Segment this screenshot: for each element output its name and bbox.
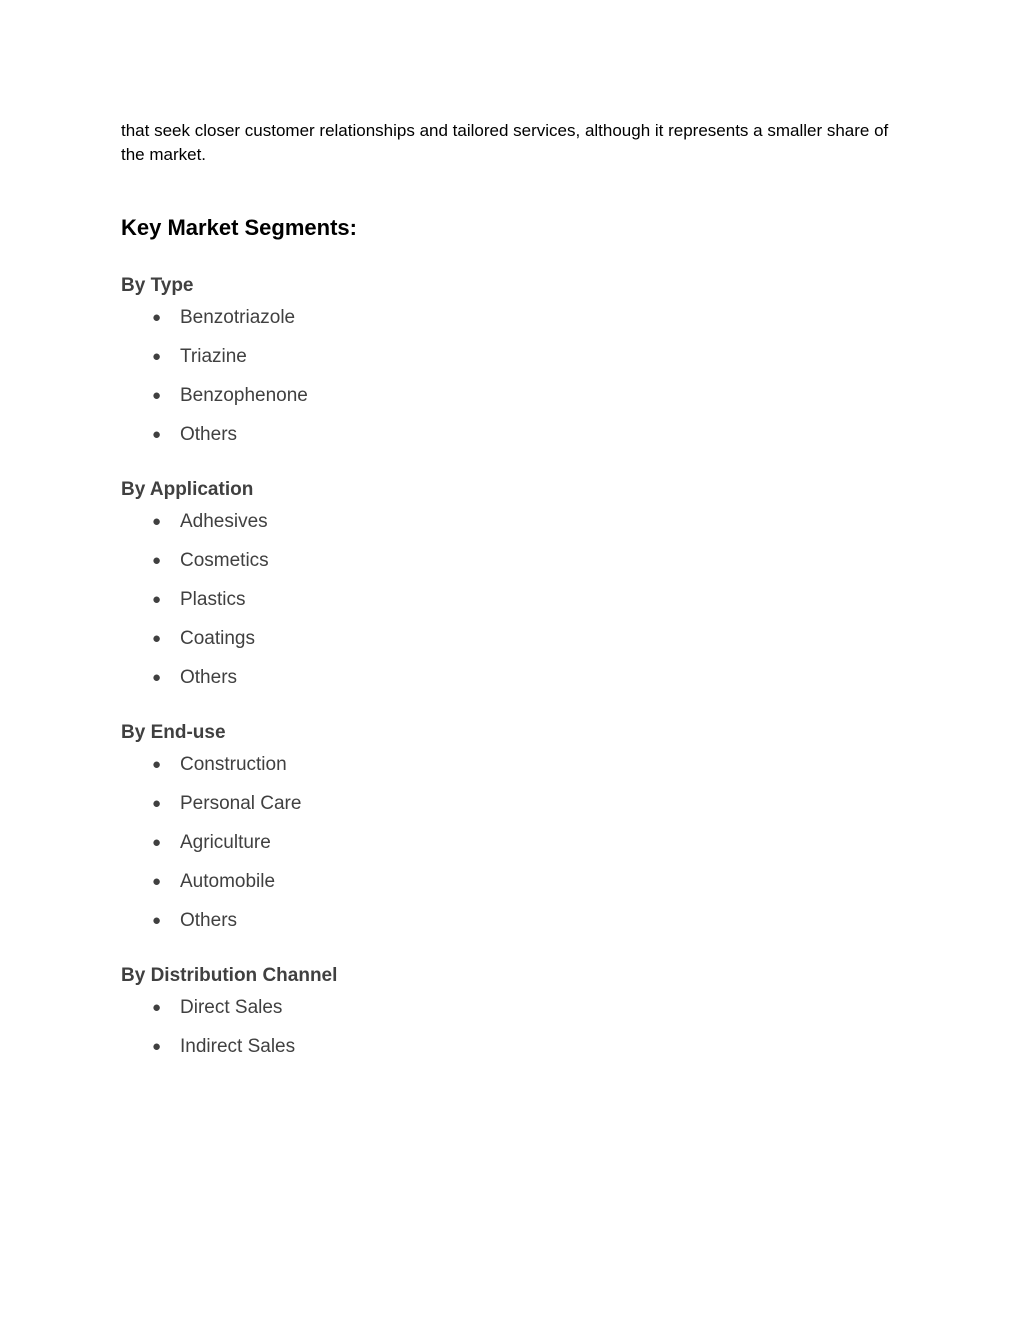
segment-list [121,306,901,462]
bullet-icon: ● [152,309,162,326]
list-item-label: Benzophenone [180,385,308,406]
list-item-label: Plastics [180,589,246,610]
bullet-icon: ● [152,387,162,404]
segment-list [121,510,901,705]
bullet-icon: ● [152,834,162,851]
list-item-label: Adhesives [180,511,268,532]
bullet-icon: ● [152,552,162,569]
bullet-icon: ● [152,348,162,365]
bullet-icon: ● [152,999,162,1016]
list-item-label: Others [180,910,238,931]
list-item-label: Agriculture [180,832,271,853]
bullet-icon: ● [152,795,162,812]
list-item [121,588,901,627]
bullet-icon: ● [152,513,162,530]
list-item [121,510,901,549]
list-item [121,306,901,345]
list-item-label: Automobile [180,871,276,892]
list-item-label: Indirect Sales [180,1036,296,1057]
list-item-label: Direct Sales [180,997,283,1018]
list-item [121,909,901,948]
list-item-label: Others [180,424,238,445]
bullet-icon: ● [152,912,162,929]
bullet-icon: ● [152,756,162,773]
list-item-label: Others [180,667,238,688]
list-item [121,792,901,831]
segment-list [121,753,901,948]
document-page [121,119,901,1074]
bullet-icon: ● [152,669,162,686]
list-item-label: Cosmetics [180,550,269,571]
intro-paragraph: that seek closer customer relationships and tailored services, although it represents a smaller share of the market. [121,121,889,164]
list-item [121,753,901,792]
segment-by-end-use [121,720,901,948]
list-item [121,384,901,423]
segment-by-distribution-channel [121,963,901,1074]
list-item-label: Personal Care [180,793,302,814]
bullet-icon: ● [152,591,162,608]
list-item [121,996,901,1035]
bullet-icon: ● [152,873,162,890]
list-item-label: Coatings [180,628,255,649]
segment-title: By Application [121,479,254,500]
list-item-label: Triazine [180,346,247,367]
list-item [121,423,901,462]
list-item [121,345,901,384]
section-heading: Key Market Segments: [121,215,357,240]
segment-title: By End-use [121,722,226,743]
bullet-icon: ● [152,426,162,443]
bullet-icon: ● [152,630,162,647]
segment-by-type [121,273,901,462]
bullet-icon: ● [152,1038,162,1055]
segment-title: By Distribution Channel [121,965,338,986]
list-item [121,549,901,588]
list-item [121,870,901,909]
segment-list [121,996,901,1074]
list-item [121,1035,901,1074]
segment-by-application [121,477,901,705]
segment-title: By Type [121,275,194,296]
list-item [121,666,901,705]
list-item-label: Benzotriazole [180,307,296,328]
list-item-label: Construction [180,754,287,775]
list-item [121,627,901,666]
list-item [121,831,901,870]
